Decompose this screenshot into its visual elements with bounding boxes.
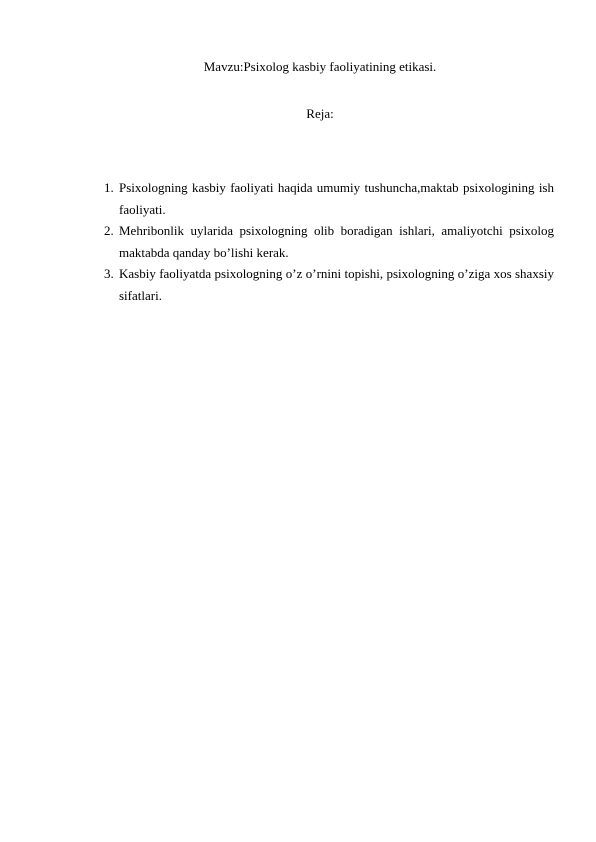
plan-heading: Reja: xyxy=(306,106,334,121)
plan-item-3 xyxy=(104,263,554,306)
plan-item-number: 3. xyxy=(104,266,114,281)
plan-list xyxy=(104,177,554,306)
plan-item-text: Psixologning kasbiy faoliyati haqida umumiy tushuncha,maktab psixologining ish faoliyati. xyxy=(119,180,554,217)
plan-item-number: 2. xyxy=(104,223,114,238)
plan-item-2 xyxy=(104,220,554,263)
document-title: Mavzu:Psixolog kasbiy faoliyatining etikasi. xyxy=(203,59,437,74)
plan-item-text: Kasbiy faoliyatda psixologning o’z o’rnini topishi, psixologning o’ziga xos shaxsiy sifatlari. xyxy=(119,266,554,303)
plan-item-1 xyxy=(104,177,554,220)
plan-item-number: 1. xyxy=(104,180,114,195)
plan-item-text: Mehribonlik uylarida psixologning olib boradigan ishlari, amaliyotchi psixolog maktabda qanday bo’lishi kerak. xyxy=(119,223,554,260)
